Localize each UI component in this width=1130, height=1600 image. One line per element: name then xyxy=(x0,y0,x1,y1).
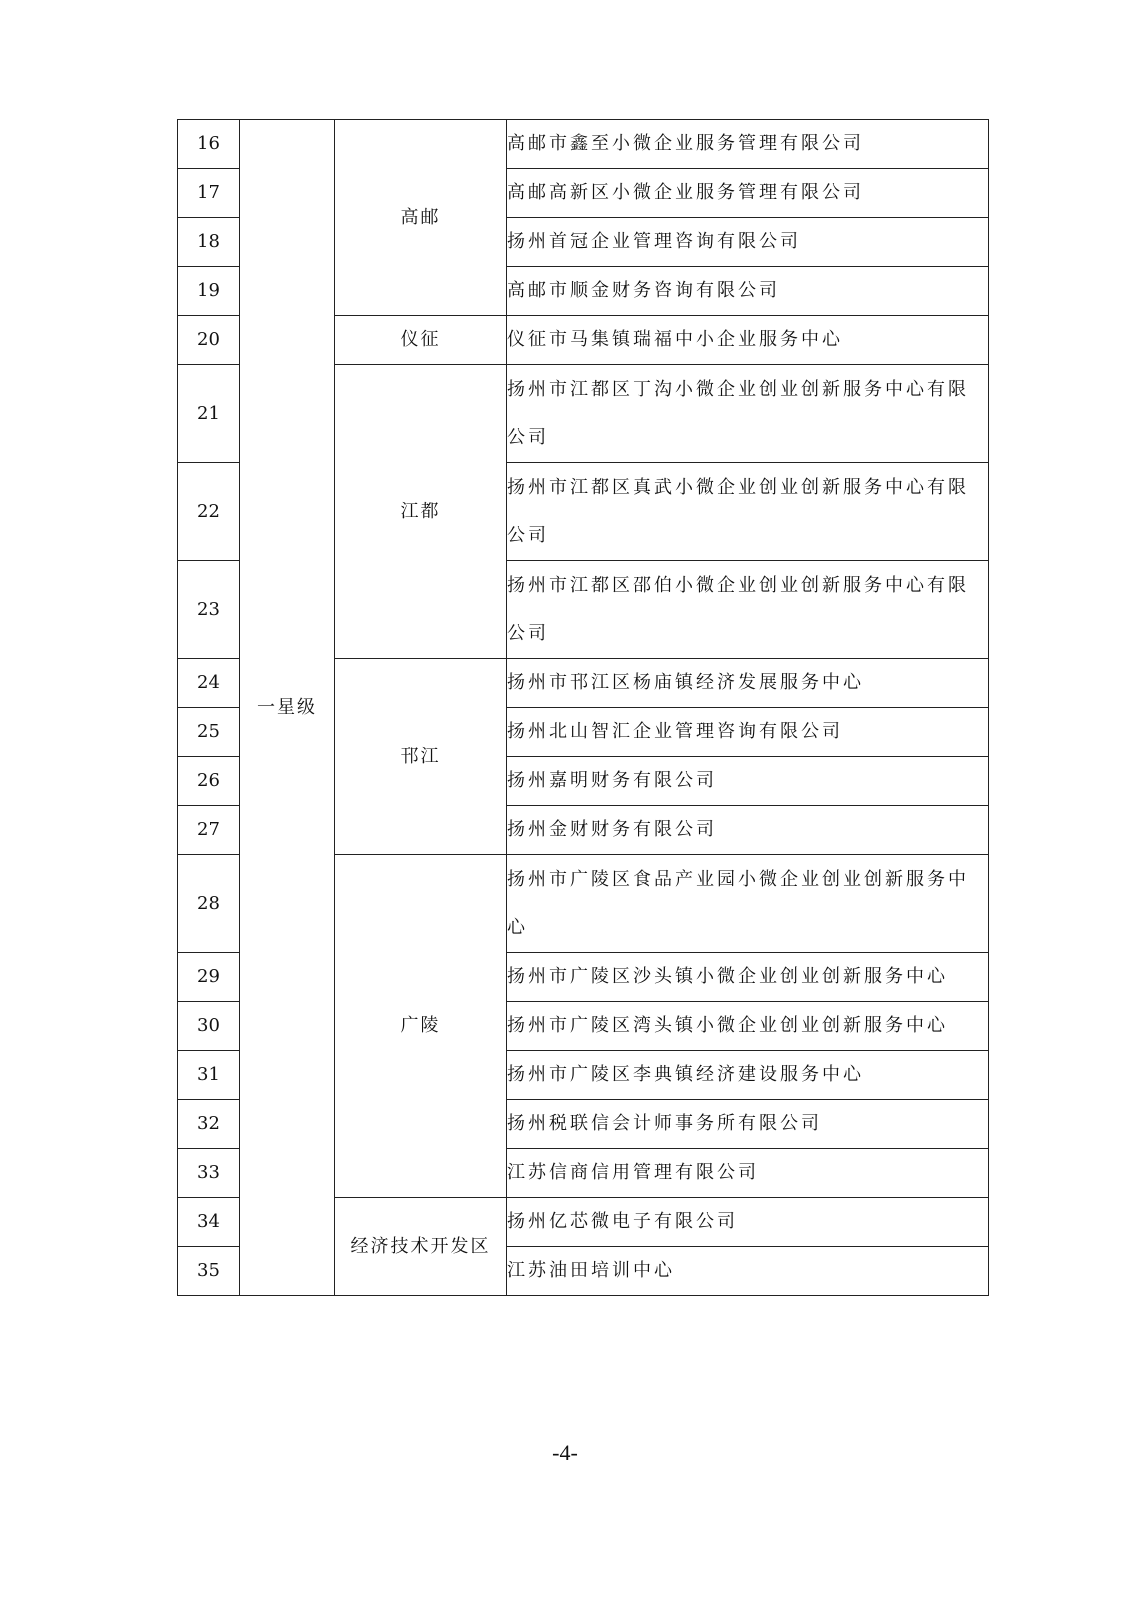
row-number: 32 xyxy=(178,1100,240,1149)
row-number: 18 xyxy=(178,218,240,267)
level-cell: 一星级 xyxy=(240,120,335,1296)
region-cell-hanjiang: 邗江 xyxy=(335,659,507,855)
region-cell-guangling: 广陵 xyxy=(335,855,507,1198)
org-name: 扬州市邗江区杨庙镇经济发展服务中心 xyxy=(507,659,989,708)
org-name: 扬州市广陵区食品产业园小微企业创业创新服务中心 xyxy=(507,855,989,953)
region-cell-yizheng: 仪征 xyxy=(335,316,507,365)
row-number: 22 xyxy=(178,463,240,561)
org-name: 扬州市广陵区湾头镇小微企业创业创新服务中心 xyxy=(507,1002,989,1051)
org-name: 扬州市江都区邵伯小微企业创业创新服务中心有限公司 xyxy=(507,561,989,659)
org-name: 江苏信商信用管理有限公司 xyxy=(507,1149,989,1198)
org-name: 扬州北山智汇企业管理咨询有限公司 xyxy=(507,708,989,757)
org-name: 扬州市江都区丁沟小微企业创业创新服务中心有限公司 xyxy=(507,365,989,463)
row-number: 24 xyxy=(178,659,240,708)
row-number: 21 xyxy=(178,365,240,463)
row-number: 26 xyxy=(178,757,240,806)
region-cell-gaoyou: 高邮 xyxy=(335,120,507,316)
org-name: 扬州税联信会计师事务所有限公司 xyxy=(507,1100,989,1149)
row-number: 29 xyxy=(178,953,240,1002)
org-name: 扬州市江都区真武小微企业创业创新服务中心有限公司 xyxy=(507,463,989,561)
service-org-table xyxy=(177,119,989,1296)
row-number: 17 xyxy=(178,169,240,218)
row-number: 33 xyxy=(178,1149,240,1198)
row-number: 34 xyxy=(178,1198,240,1247)
org-name: 江苏油田培训中心 xyxy=(507,1247,989,1296)
row-number: 27 xyxy=(178,806,240,855)
org-name: 扬州市广陵区李典镇经济建设服务中心 xyxy=(507,1051,989,1100)
org-name: 扬州亿芯微电子有限公司 xyxy=(507,1198,989,1247)
org-name: 仪征市马集镇瑞福中小企业服务中心 xyxy=(507,316,989,365)
row-number: 30 xyxy=(178,1002,240,1051)
region-cell-jiangdu: 江都 xyxy=(335,365,507,659)
row-number: 28 xyxy=(178,855,240,953)
page-number: -4- xyxy=(552,1440,578,1465)
org-name: 扬州市广陵区沙头镇小微企业创业创新服务中心 xyxy=(507,953,989,1002)
row-number: 31 xyxy=(178,1051,240,1100)
org-name: 扬州嘉明财务有限公司 xyxy=(507,757,989,806)
table-row xyxy=(178,120,989,169)
row-number: 19 xyxy=(178,267,240,316)
org-name: 高邮市鑫至小微企业服务管理有限公司 xyxy=(507,120,989,169)
org-name: 高邮市顺金财务咨询有限公司 xyxy=(507,267,989,316)
row-number: 23 xyxy=(178,561,240,659)
org-name: 扬州首冠企业管理咨询有限公司 xyxy=(507,218,989,267)
row-number: 35 xyxy=(178,1247,240,1296)
row-number: 16 xyxy=(178,120,240,169)
org-name: 高邮高新区小微企业服务管理有限公司 xyxy=(507,169,989,218)
org-name: 扬州金财财务有限公司 xyxy=(507,806,989,855)
row-number: 20 xyxy=(178,316,240,365)
row-number: 25 xyxy=(178,708,240,757)
region-cell-kaifaqu: 经济技术开发区 xyxy=(335,1198,507,1296)
